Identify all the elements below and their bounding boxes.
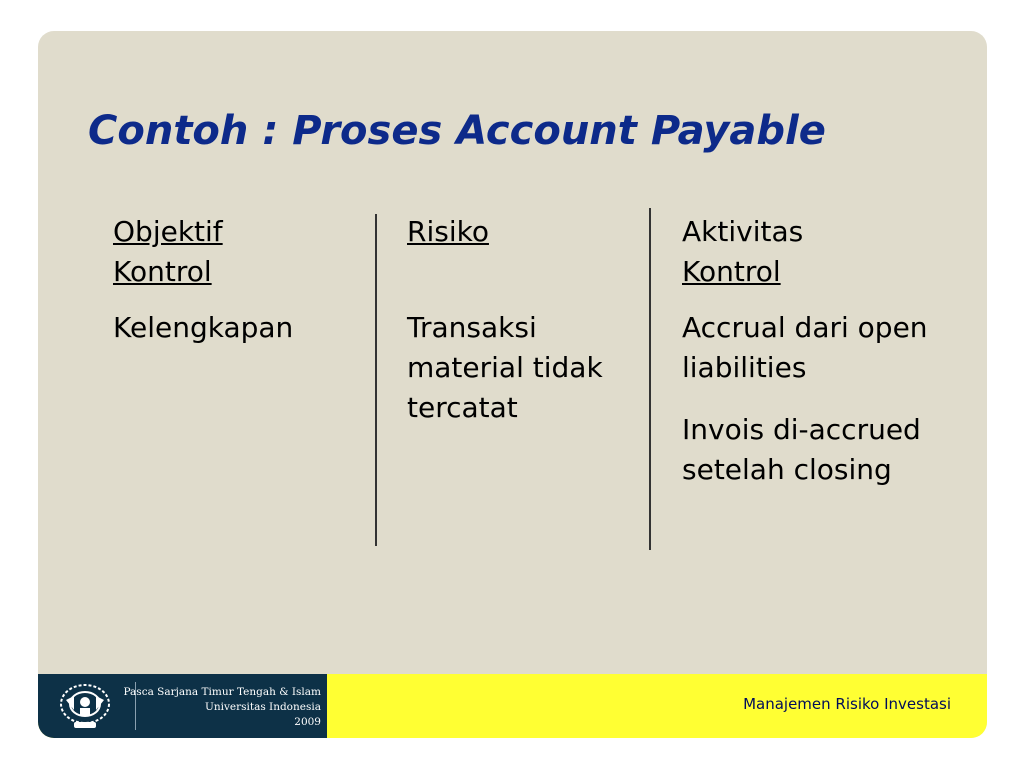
column-divider xyxy=(649,208,651,550)
institution-line-3: 2009 xyxy=(294,716,321,728)
header-line-1: Aktivitas xyxy=(682,215,804,248)
slide-title: Contoh : Proses Account Payable xyxy=(88,108,826,154)
header-line-1: Objektif xyxy=(113,215,223,248)
column-item: Invois di-accrued setelah closing xyxy=(682,413,921,486)
footer-institution-panel xyxy=(38,674,327,738)
institution-line-2: Universitas Indonesia xyxy=(204,701,321,713)
column-risiko xyxy=(407,212,647,450)
header-line-2: Kontrol xyxy=(113,255,212,288)
slide xyxy=(38,31,987,738)
column-header xyxy=(407,212,647,292)
university-emblem-icon xyxy=(56,680,114,732)
header-line-1: Risiko xyxy=(407,215,489,248)
column-aktivitas-kontrol xyxy=(682,212,952,512)
column-header xyxy=(113,212,353,292)
institution-line-1: Pasca Sarjana Timur Tengah & Islam xyxy=(123,686,321,698)
column-objektif-kontrol xyxy=(113,212,353,370)
column-item: Accrual dari open liabilities xyxy=(682,311,928,384)
column-divider xyxy=(375,214,377,546)
course-title: Manajemen Risiko Investasi xyxy=(743,695,951,713)
footer-bar xyxy=(38,674,987,738)
column-item: Kelengkapan xyxy=(113,311,294,344)
column-header xyxy=(682,212,952,292)
institution-text xyxy=(123,685,321,730)
column-item: Transaksi material tidak tercatat xyxy=(407,311,603,424)
header-line-2: Kontrol xyxy=(682,255,781,288)
